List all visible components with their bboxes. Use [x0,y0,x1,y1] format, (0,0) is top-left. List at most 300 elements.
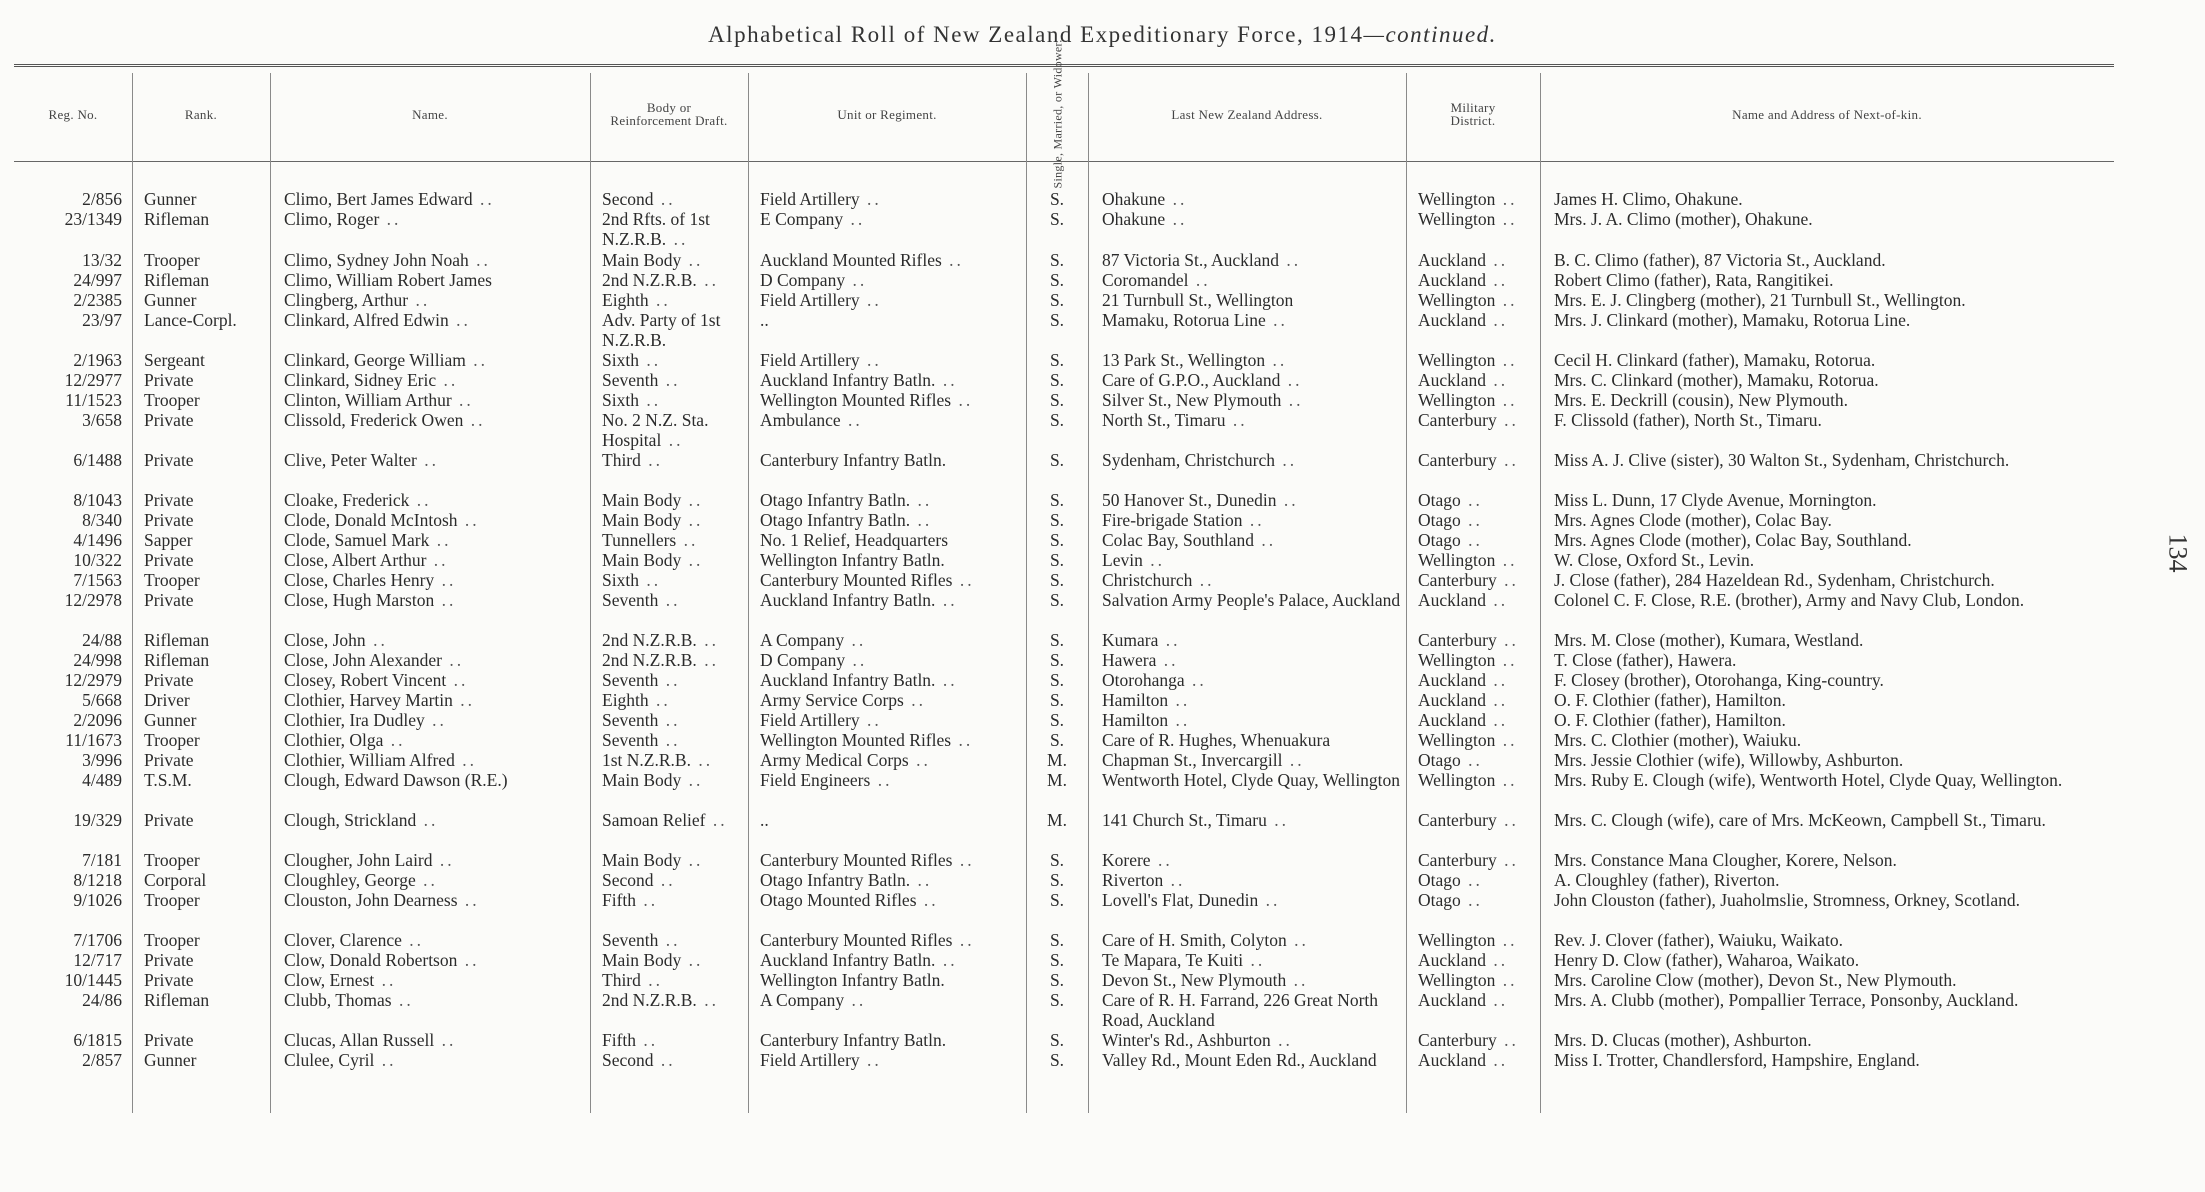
cell-district [1418,810,1538,830]
rank-text: Trooper [144,730,200,750]
kin-text: Mrs. Caroline Clow (mother), Devon St., New Plymouth. [1554,970,1957,990]
name-text: Clucas, Allan Russell [284,1030,435,1050]
unit-text: Auckland Infantry Batln. [760,590,936,610]
status-text: S. [1049,490,1065,510]
cell-address [1102,950,1404,970]
column-divider [1088,73,1089,1113]
cell-name [284,970,588,990]
cell-body [602,410,746,450]
leader-dots: .. [1150,850,1173,870]
kin-text: Mrs. Jessie Clothier (wife), Willowby, Ashburton. [1554,750,1904,770]
district-text: Auckland [1418,690,1487,710]
reg-text: 12/2978 [64,590,122,610]
status-text: S. [1049,1030,1065,1050]
rank-text: Rifleman [144,990,210,1010]
cell-rank [144,650,268,670]
body-text: 2nd N.Z.R.B. [602,270,697,290]
address-text: Care of R. H. Farrand, 226 Great North Road, Auckland [1102,990,1379,1030]
leader-dots: .. [416,810,439,830]
kin-text: James H. Climo, Ohakune. [1554,189,1743,209]
address-text: 13 Park St., Wellington [1102,350,1266,370]
district-text: Canterbury [1418,450,1497,470]
cell-district [1418,570,1538,590]
leader-dots: .. [434,590,457,610]
status-text: M. [1047,750,1067,770]
unit-text: Canterbury Infantry Batln. [760,450,947,470]
cell-district [1418,970,1538,990]
cell-status [1026,710,1088,730]
reg-text: 7/1563 [73,570,122,590]
cell-status [1026,690,1088,710]
status-text: S. [1049,650,1065,670]
cell-rank [144,570,268,590]
cell-kin [1554,810,2114,830]
district-text: Wellington [1418,730,1496,750]
cell-body [602,950,746,970]
cell-body [602,390,746,410]
leader-dots: .. [416,450,440,470]
cell-rank [144,1050,268,1070]
cell-kin [1554,390,2114,410]
leader-dots: .. [1282,750,1305,770]
kin-text: Miss I. Trotter, Chandlersford, Hampshire, England. [1554,1050,1920,1070]
header-reg: Reg. No. [48,106,98,122]
leader-dots: .. [859,189,882,209]
kin-text: Mrs. A. Clubb (mother), Pompallier Terrace, Ponsonby, Auckland. [1554,990,2019,1010]
body-text: Fifth [602,890,637,910]
cell-body [602,810,746,830]
cell-unit [760,870,1024,890]
cell-district [1418,1030,1538,1050]
cell-rank [144,870,268,890]
name-text: Clulee, Cyril [284,1050,375,1070]
leader-dots: .. [446,670,469,690]
leader-dots: .. [1270,1030,1293,1050]
leader-dots: .. [1486,590,1509,610]
roll-table [14,39,2114,1127]
cell-body [602,750,746,770]
reg-text: 12/2979 [64,670,122,690]
cell-district [1418,530,1538,550]
district-text: Wellington [1418,970,1496,990]
name-text: Cloake, Frederick [284,490,410,510]
leader-dots: .. [436,370,459,390]
cell-kin [1554,710,2114,730]
leader-dots: .. [845,270,868,290]
cell-rank [144,630,268,650]
unit-text: Auckland Infantry Batln. [760,670,936,690]
district-text: Otago [1418,530,1461,550]
leader-dots: .. [638,350,662,370]
cell-status [1026,590,1088,610]
kin-text: Mrs. C. Clothier (mother), Waiuku. [1554,730,1802,750]
leader-dots: .. [1188,270,1211,290]
cell-status [1026,670,1088,690]
body-text: Second [602,1050,654,1070]
cell-district [1418,770,1538,790]
leader-dots: .. [648,690,671,710]
cell-unit [760,490,1024,510]
leader-dots: .. [1495,730,1518,750]
cell-district [1418,590,1538,610]
address-text: Te Mapara, Te Kuiti [1102,950,1244,970]
cell-unit [760,390,1024,410]
cell-kin [1554,370,2114,390]
status-text: S. [1049,870,1065,890]
cell-district [1418,670,1538,690]
name-text: Closey, Robert Vincent [284,670,447,690]
cell-status [1026,410,1088,430]
district-text: Auckland [1418,710,1487,730]
cell-rank [144,810,268,830]
cell-kin [1554,250,2114,270]
cell-district [1418,490,1538,510]
leader-dots: .. [1495,209,1518,229]
cell-body [602,770,746,790]
title-main: Alphabetical Roll of New Zealand Expeditionary Force, 1914 [708,22,1364,47]
cell-rank [144,530,268,550]
leader-dots: .. [1275,450,1298,470]
status-text: S. [1049,1050,1065,1070]
cell-address [1102,670,1404,690]
cell-kin [1554,890,2114,910]
cell-name [284,390,588,410]
unit-text: Otago Mounted Rifles [760,890,917,910]
reg-text: 24/997 [73,270,122,290]
status-text: S. [1049,390,1065,410]
body-text: Main Body [602,490,682,510]
cell-status [1026,390,1088,410]
cell-address [1102,410,1404,430]
address-text: North St., Timaru [1102,410,1226,430]
leader-dots: .. [910,510,933,530]
cell-district [1418,390,1538,410]
leader-dots: .. [1496,570,1519,590]
district-text: Canterbury [1418,570,1497,590]
cell-reg [14,390,122,410]
kin-text: Mrs. Agnes Clode (mother), Colac Bay, Southland. [1554,530,1912,550]
cell-body [602,270,746,290]
kin-text: Mrs. C. Clough (wife), care of Mrs. McKeown, Campbell St., Timaru. [1554,810,2046,830]
leader-dots: .. [1276,490,1299,510]
district-text: Otago [1418,510,1461,530]
body-text: Sixth [602,390,639,410]
body-text: Seventh [602,930,659,950]
cell-unit [760,370,1024,390]
cell-name [284,1030,588,1050]
status-text: S. [1049,270,1065,290]
column-divider [132,73,133,1113]
leader-dots: .. [434,1030,457,1050]
cell-address [1102,350,1404,370]
cell-name [284,990,588,1010]
leader-dots: .. [696,270,719,290]
cell-reg [14,1050,122,1070]
cell-body [602,490,746,510]
cell-unit [760,290,1024,310]
unit-text: Field Artillery [760,350,860,370]
district-text: Wellington [1418,550,1496,570]
cell-body [602,630,746,650]
leader-dots: .. [415,870,438,890]
leader-dots: .. [432,850,455,870]
cell-reg [14,870,122,890]
cell-address [1102,310,1404,330]
cell-kin [1554,650,2114,670]
cell-district [1418,690,1538,710]
address-text: Riverton [1102,870,1164,890]
leader-dots: .. [1286,970,1309,990]
leader-dots: .. [1242,510,1265,530]
cell-kin [1554,850,2114,870]
cell-status [1026,510,1088,530]
cell-district [1418,750,1538,770]
cell-address [1102,370,1404,390]
status-text: S. [1049,570,1065,590]
cell-status [1026,850,1088,870]
cell-status [1026,950,1088,970]
district-text: Wellington [1418,189,1496,209]
body-text: Main Body [602,770,682,790]
leader-dots: .. [636,890,659,910]
unit-text: Wellington Mounted Rifles [760,390,952,410]
status-text: S. [1049,250,1065,270]
leader-dots: .. [1460,530,1483,550]
cell-district [1418,270,1538,290]
cell-unit [760,730,1024,750]
cell-kin [1554,870,2114,890]
status-text: S. [1049,590,1065,610]
district-text: Wellington [1418,930,1496,950]
district-text: Auckland [1418,590,1487,610]
cell-address [1102,450,1404,470]
leader-dots: .. [1486,990,1509,1010]
rank-text: Lance-Corpl. [144,310,237,330]
cell-rank [144,850,268,870]
cell-unit [760,410,1024,430]
cell-address [1102,630,1404,650]
cell-reg [14,770,122,790]
cell-unit [760,209,1024,229]
cell-name [284,250,588,270]
status-text: S. [1049,450,1065,470]
cell-address [1102,770,1404,790]
leader-dots: .. [1192,570,1215,590]
body-text: Fifth [602,1030,637,1050]
district-text: Canterbury [1418,630,1497,650]
cell-district [1418,870,1538,890]
cell-kin [1554,209,2114,229]
body-text: Seventh [602,730,659,750]
unit-text: .. [760,810,769,830]
cell-rank [144,490,268,510]
cell-status [1026,290,1088,310]
district-text: Wellington [1418,650,1496,670]
leader-dots: .. [845,650,868,670]
leader-dots: .. [1495,930,1518,950]
leader-dots: .. [640,970,664,990]
leader-dots: .. [653,1050,676,1070]
cell-body [602,530,746,550]
address-text: Ohakune [1102,189,1166,209]
district-text: Wellington [1418,390,1496,410]
cell-rank [144,970,268,990]
kin-text: O. F. Clothier (father), Hamilton. [1554,690,1786,710]
status-text: S. [1049,950,1065,970]
address-text: Hamilton [1102,710,1169,730]
cell-district [1418,1050,1538,1070]
name-text: Clingberg, Arthur [284,290,409,310]
header-name: Name. [412,106,448,122]
cell-reg [14,690,122,710]
leader-dots: .. [952,850,975,870]
body-text: 2nd N.Z.R.B. [602,650,697,670]
leader-dots: .. [1460,870,1483,890]
cell-rank [144,189,268,209]
reg-text: 9/1026 [73,890,122,910]
cell-kin [1554,570,2114,590]
cell-unit [760,950,1024,970]
cell-reg [14,270,122,290]
cell-district [1418,510,1538,530]
leader-dots: .. [903,690,926,710]
leader-dots: .. [1495,350,1518,370]
reg-text: 19/329 [73,810,122,830]
cell-rank [144,209,268,229]
leader-dots: .. [1496,850,1519,870]
leader-dots: .. [859,710,882,730]
name-text: Clinkard, George William [284,350,466,370]
cell-status [1026,209,1088,229]
cell-kin [1554,310,2114,330]
reg-text: 2/857 [82,1050,122,1070]
cell-unit [760,970,1024,990]
leader-dots: .. [859,1050,882,1070]
cell-address [1102,730,1404,750]
leader-dots: .. [441,650,465,670]
cell-body [602,730,746,750]
leader-dots: .. [658,370,681,390]
leader-dots: .. [1460,490,1483,510]
cell-status [1026,530,1088,550]
cell-name [284,730,588,750]
kin-text: Mrs. C. Clinkard (mother), Mamaku, Rotorua. [1554,370,1879,390]
body-text: 1st N.Z.R.B. [602,750,691,770]
cell-status [1026,970,1088,990]
cell-kin [1554,530,2114,550]
leader-dots: .. [1495,970,1518,990]
unit-text: Auckland Infantry Batln. [760,950,936,970]
reg-text: 11/1673 [65,730,122,750]
cell-reg [14,410,122,430]
address-text: Hawera [1102,650,1157,670]
district-text: Auckland [1418,1050,1487,1070]
cell-body [602,1030,746,1050]
reg-text: 2/1963 [73,350,122,370]
cell-reg [14,490,122,510]
address-text: Silver St., New Plymouth [1102,390,1282,410]
name-text: Clow, Donald Robertson [284,950,458,970]
body-text: Samoan Relief [602,810,706,830]
cell-rank [144,390,268,410]
leader-dots: .. [640,450,664,470]
cell-unit [760,590,1024,610]
leader-dots: .. [935,950,958,970]
body-text: Main Body [602,510,682,530]
leader-dots: .. [1495,189,1518,209]
leader-dots: .. [1279,250,1302,270]
leader-dots: .. [1496,410,1519,430]
leader-dots: .. [935,590,958,610]
cell-name [284,310,588,330]
leader-dots: .. [1243,950,1266,970]
cell-address [1102,690,1404,710]
status-text: S. [1049,710,1065,730]
unit-text: Wellington Infantry Batln. [760,970,945,990]
column-divider [748,73,749,1113]
name-text: Clinkard, Sidney Eric [284,370,437,390]
cell-name [284,510,588,530]
cell-rank [144,310,268,330]
cell-rank [144,590,268,610]
cell-district [1418,410,1538,430]
cell-address [1102,209,1404,229]
page-title [0,22,2205,48]
cell-address [1102,750,1404,770]
cell-unit [760,530,1024,550]
leader-dots: .. [844,990,867,1010]
address-text: Mamaku, Rotorua Line [1102,310,1266,330]
cell-kin [1554,930,2114,950]
district-text: Wellington [1418,350,1496,370]
leader-dots: .. [696,650,719,670]
leader-dots: .. [859,350,882,370]
rank-text: Trooper [144,250,200,270]
rank-text: Private [144,810,194,830]
rank-text: Private [144,510,194,530]
leader-dots: .. [452,690,476,710]
leader-dots: .. [1460,890,1483,910]
name-text: Clubb, Thomas [284,990,392,1010]
status-text: S. [1049,310,1065,330]
unit-text: E Company [760,209,844,229]
cell-unit [760,630,1024,650]
cell-unit [760,550,1024,570]
cell-address [1102,870,1404,890]
leader-dots: .. [1281,390,1304,410]
address-text: Levin [1102,550,1143,570]
body-text: 2nd N.Z.R.B. [602,990,697,1010]
cell-reg [14,350,122,370]
cell-unit [760,850,1024,870]
status-text: S. [1049,630,1065,650]
rank-text: Private [144,1030,194,1050]
name-text: Clive, Peter Walter [284,450,417,470]
address-text: 141 Church St., Timaru [1102,810,1267,830]
leader-dots: .. [1486,950,1509,970]
name-text: Climo, William Robert James [284,270,492,290]
name-text: Climo, Sydney John Noah [284,250,469,270]
body-text: Eighth [602,690,649,710]
cell-status [1026,890,1088,910]
address-text: Chapman St., Invercargill [1102,750,1283,770]
district-text: Otago [1418,890,1461,910]
unit-text: Canterbury Infantry Batln. [760,1030,947,1050]
leader-dots: .. [1156,650,1179,670]
cell-unit [760,310,1024,330]
cell-rank [144,710,268,730]
header-status [1026,39,1088,189]
